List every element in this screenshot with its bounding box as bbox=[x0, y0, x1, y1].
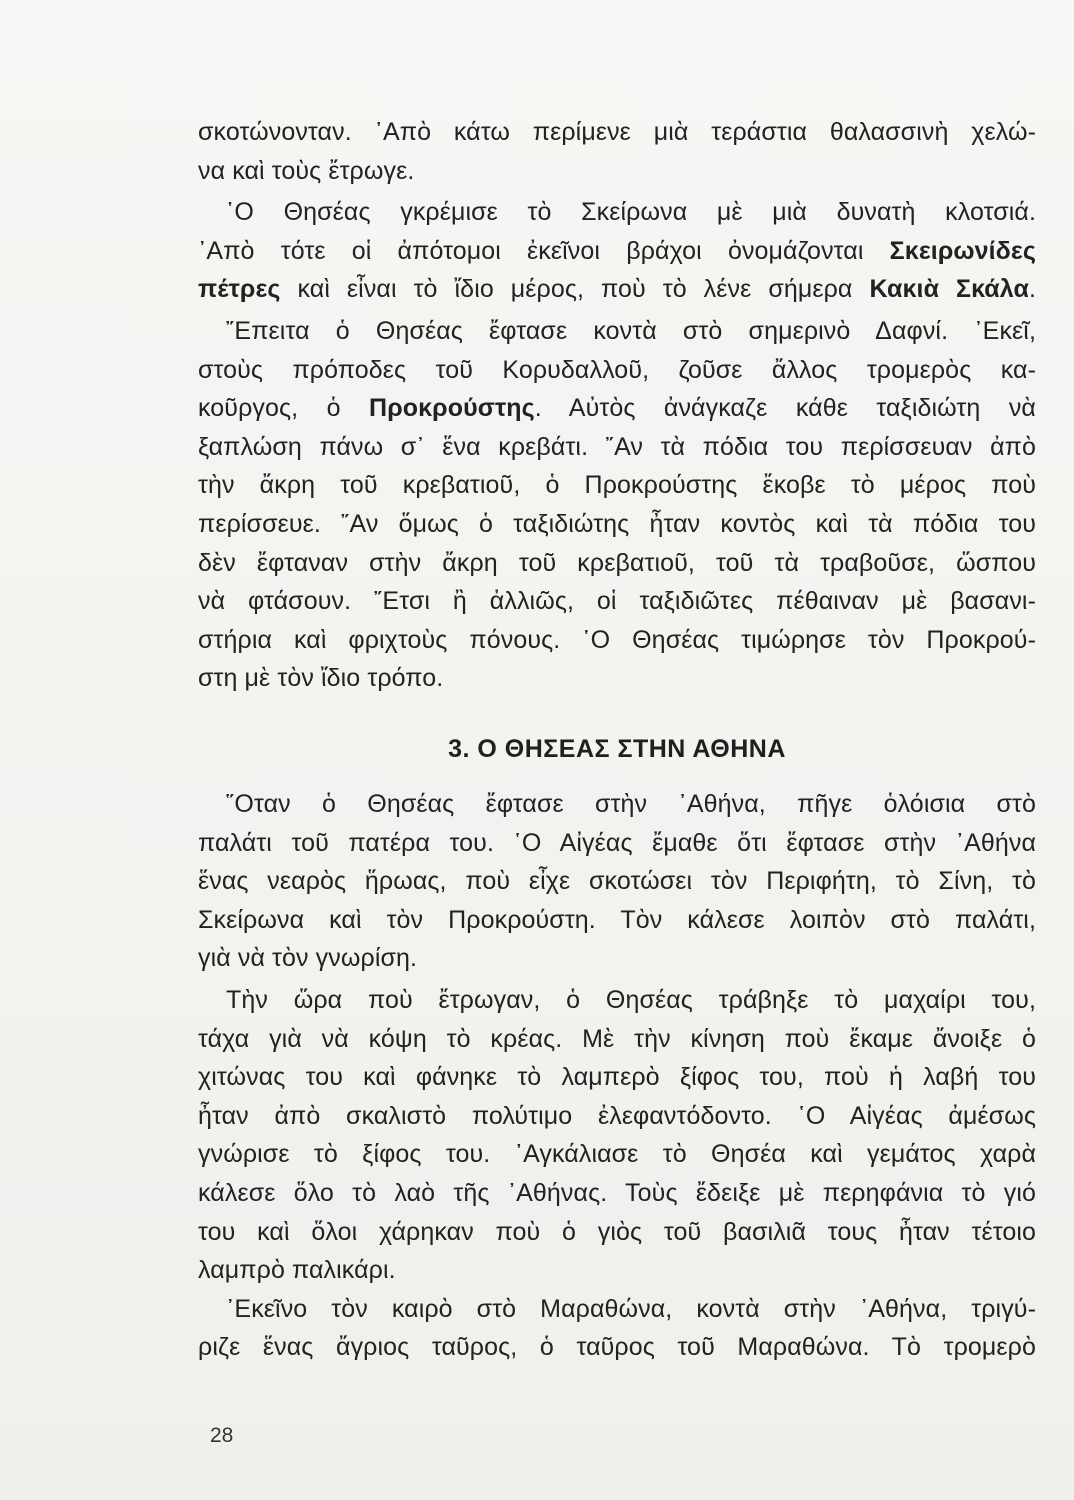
section-heading-text: 3. Ο ΘΗΣΕΑΣ ΣΤΗΝ ΑΘΗΝΑ bbox=[448, 735, 786, 763]
text-line: να καὶ τοὺς ἔτρωγε. bbox=[198, 156, 415, 185]
bold-term-petres: πέτρες bbox=[198, 275, 281, 304]
text-line: λαμπρὸ παλικάρι. bbox=[198, 1256, 396, 1285]
paragraph-marathon-bull bbox=[198, 1290, 1036, 1367]
body-text-lower bbox=[198, 785, 1036, 1367]
text-line: ᾿Εκεῖνο τὸν καιρὸ στὸ Μαραθώνα, κοντὰ στὴν ᾿Αθήνα, τριγύ- bbox=[226, 1294, 1036, 1323]
bold-term-kakia-skala: Κακιὰ Σκάλα bbox=[869, 275, 1029, 304]
text-line: χιτώνας του καὶ φάνηκε τὸ λαμπερὸ ξίφος του, ποὺ ἡ λαβή του bbox=[198, 1063, 1036, 1092]
paragraph-arrival-athens bbox=[198, 785, 1036, 978]
paragraph-skiron bbox=[198, 193, 1036, 309]
text-line: Σκείρωνα καὶ τὸν Προκρούστη. Τὸν κάλεσε λοιπὸν στὸ παλάτι, bbox=[198, 905, 1036, 934]
text-line: στη μὲ τὸν ἴδιο τρόπο. bbox=[198, 664, 444, 693]
text-line: τὴν ἄκρη τοῦ κρεβατιοῦ, ὁ Προκρούστης ἔκοβε τὸ μέρος ποὺ bbox=[198, 471, 1036, 500]
text-line bbox=[198, 389, 1036, 428]
text-line: κάλεσε ὅλο τὸ λαὸ τῆς ᾿Αθήνας. Τοὺς ἔδειξε μὲ περηφάνια τὸ γιό bbox=[198, 1178, 1036, 1207]
text-line: ῞Οταν ὁ Θησέας ἔφτασε στὴν ᾿Αθήνα, πῆγε ὁλόισια στὸ bbox=[226, 790, 1036, 818]
text-line: σκοτώνονταν. ᾿Απὸ κάτω περίμενε μιὰ τεράστια θαλασσινὴ χελώ- bbox=[198, 118, 1036, 146]
text-line: ἕνας νεαρὸς ἥρωας, ποὺ εἶχε σκοτώσει τὸν Περιφήτη, τὸ Σίνη, τὸ bbox=[198, 867, 1036, 896]
text-fragment: . bbox=[1028, 275, 1036, 304]
paragraph-procrustes bbox=[198, 312, 1036, 698]
section-heading bbox=[0, 735, 1074, 764]
text-line: Τὴν ὥρα ποὺ ἔτρωγαν, ὁ Θησέας τράβηξε τὸ μαχαίρι του, bbox=[226, 985, 1036, 1014]
text-fragment: ᾿Απὸ τότε οἱ ἀπότομοι ἐκεῖνοι βράχοι ὀνομάζονται bbox=[198, 236, 890, 265]
text-line bbox=[198, 270, 1036, 309]
text-line: τάχα γιὰ νὰ κόψη τὸ κρέας. Μὲ τὴν κίνηση ποὺ ἔκαμε ἄνοιξε ὁ bbox=[198, 1024, 1036, 1053]
text-line: δὲν ἔφταναν στὴν ἄκρη τοῦ κρεβατιοῦ, τοῦ τὰ τραβοῦσε, ὥσπου bbox=[198, 548, 1036, 577]
text-fragment: καὶ εἶναι τὸ ἴδιο μέρος, ποὺ τὸ λένε σήμερα bbox=[280, 275, 870, 304]
text-line: νὰ φτάσουν. ῎Ετσι ἢ ἀλλιῶς, οἱ ταξιδιῶτες πέθαιναν μὲ βασανι- bbox=[198, 587, 1036, 616]
text-line: περίσσευε. ῎Αν ὅμως ὁ ταξιδιώτης ἦταν κοντὸς καὶ τὰ πόδια του bbox=[198, 509, 1036, 538]
text-fragment: . Αὐτὸς ἀνάγκαζε κάθε ταξιδιώτη νὰ bbox=[534, 394, 1036, 423]
text-line: ριζε ἕνας ἄγριος ταῦρος, ὁ ταῦρος τοῦ Μαραθώνα. Τὸ τρομερὸ bbox=[198, 1333, 1036, 1362]
text-line: στήρια καὶ φριχτοὺς πόνους. ῾Ο Θησέας τιμώρησε τὸν Προκρού- bbox=[198, 625, 1036, 654]
bold-term-prokroustis: Προκρούστης bbox=[369, 394, 535, 423]
text-line: γνώρισε τὸ ξίφος του. ᾿Αγκάλιασε τὸ Θησέα καὶ γεμάτος χαρὰ bbox=[198, 1140, 1036, 1169]
text-line: παλάτι τοῦ πατέρα του. ῾Ο Αἰγέας ἔμαθε ὅτι ἔφτασε στὴν ᾿Αθήνα bbox=[198, 828, 1036, 857]
text-line: ῾Ο Θησέας γκρέμισε τὸ Σκείρωνα μὲ μιὰ δυνατὴ κλοτσιά. bbox=[226, 198, 1036, 227]
text-line: του καὶ ὅλοι χάρηκαν ποὺ ὁ γιὸς τοῦ βασιλιᾶ τους ἦταν τέτοιο bbox=[198, 1217, 1036, 1246]
paragraph-recognition bbox=[198, 981, 1036, 1290]
paragraph-continuation bbox=[198, 113, 1036, 190]
text-line: γιὰ νὰ τὸν γνωρίση. bbox=[198, 944, 418, 973]
page-number: 28 bbox=[210, 1424, 234, 1447]
bold-term-skironides: Σκειρωνίδες bbox=[889, 236, 1036, 265]
text-line: ξαπλώση πάνω σ᾿ ἕνα κρεβάτι. ῎Αν τὰ πόδια του περίσσευαν ἀπὸ bbox=[198, 432, 1036, 461]
text-line bbox=[198, 232, 1036, 271]
text-line: ῎Επειτα ὁ Θησέας ἔφτασε κοντὰ στὸ σημερινὸ Δαφνί. ᾿Εκεῖ, bbox=[226, 316, 1036, 345]
text-fragment: κοῦργος, ὁ bbox=[198, 394, 370, 423]
text-line: στοὺς πρόποδες τοῦ Κορυδαλλοῦ, ζοῦσε ἄλλος τρομερὸς κα- bbox=[198, 355, 1036, 384]
body-text bbox=[198, 113, 1036, 698]
text-line: ἦταν ἀπὸ σκαλιστὸ πολύτιμο ἐλεφαντόδοντο. ῾Ο Αἰγέας ἀμέσως bbox=[198, 1101, 1036, 1130]
